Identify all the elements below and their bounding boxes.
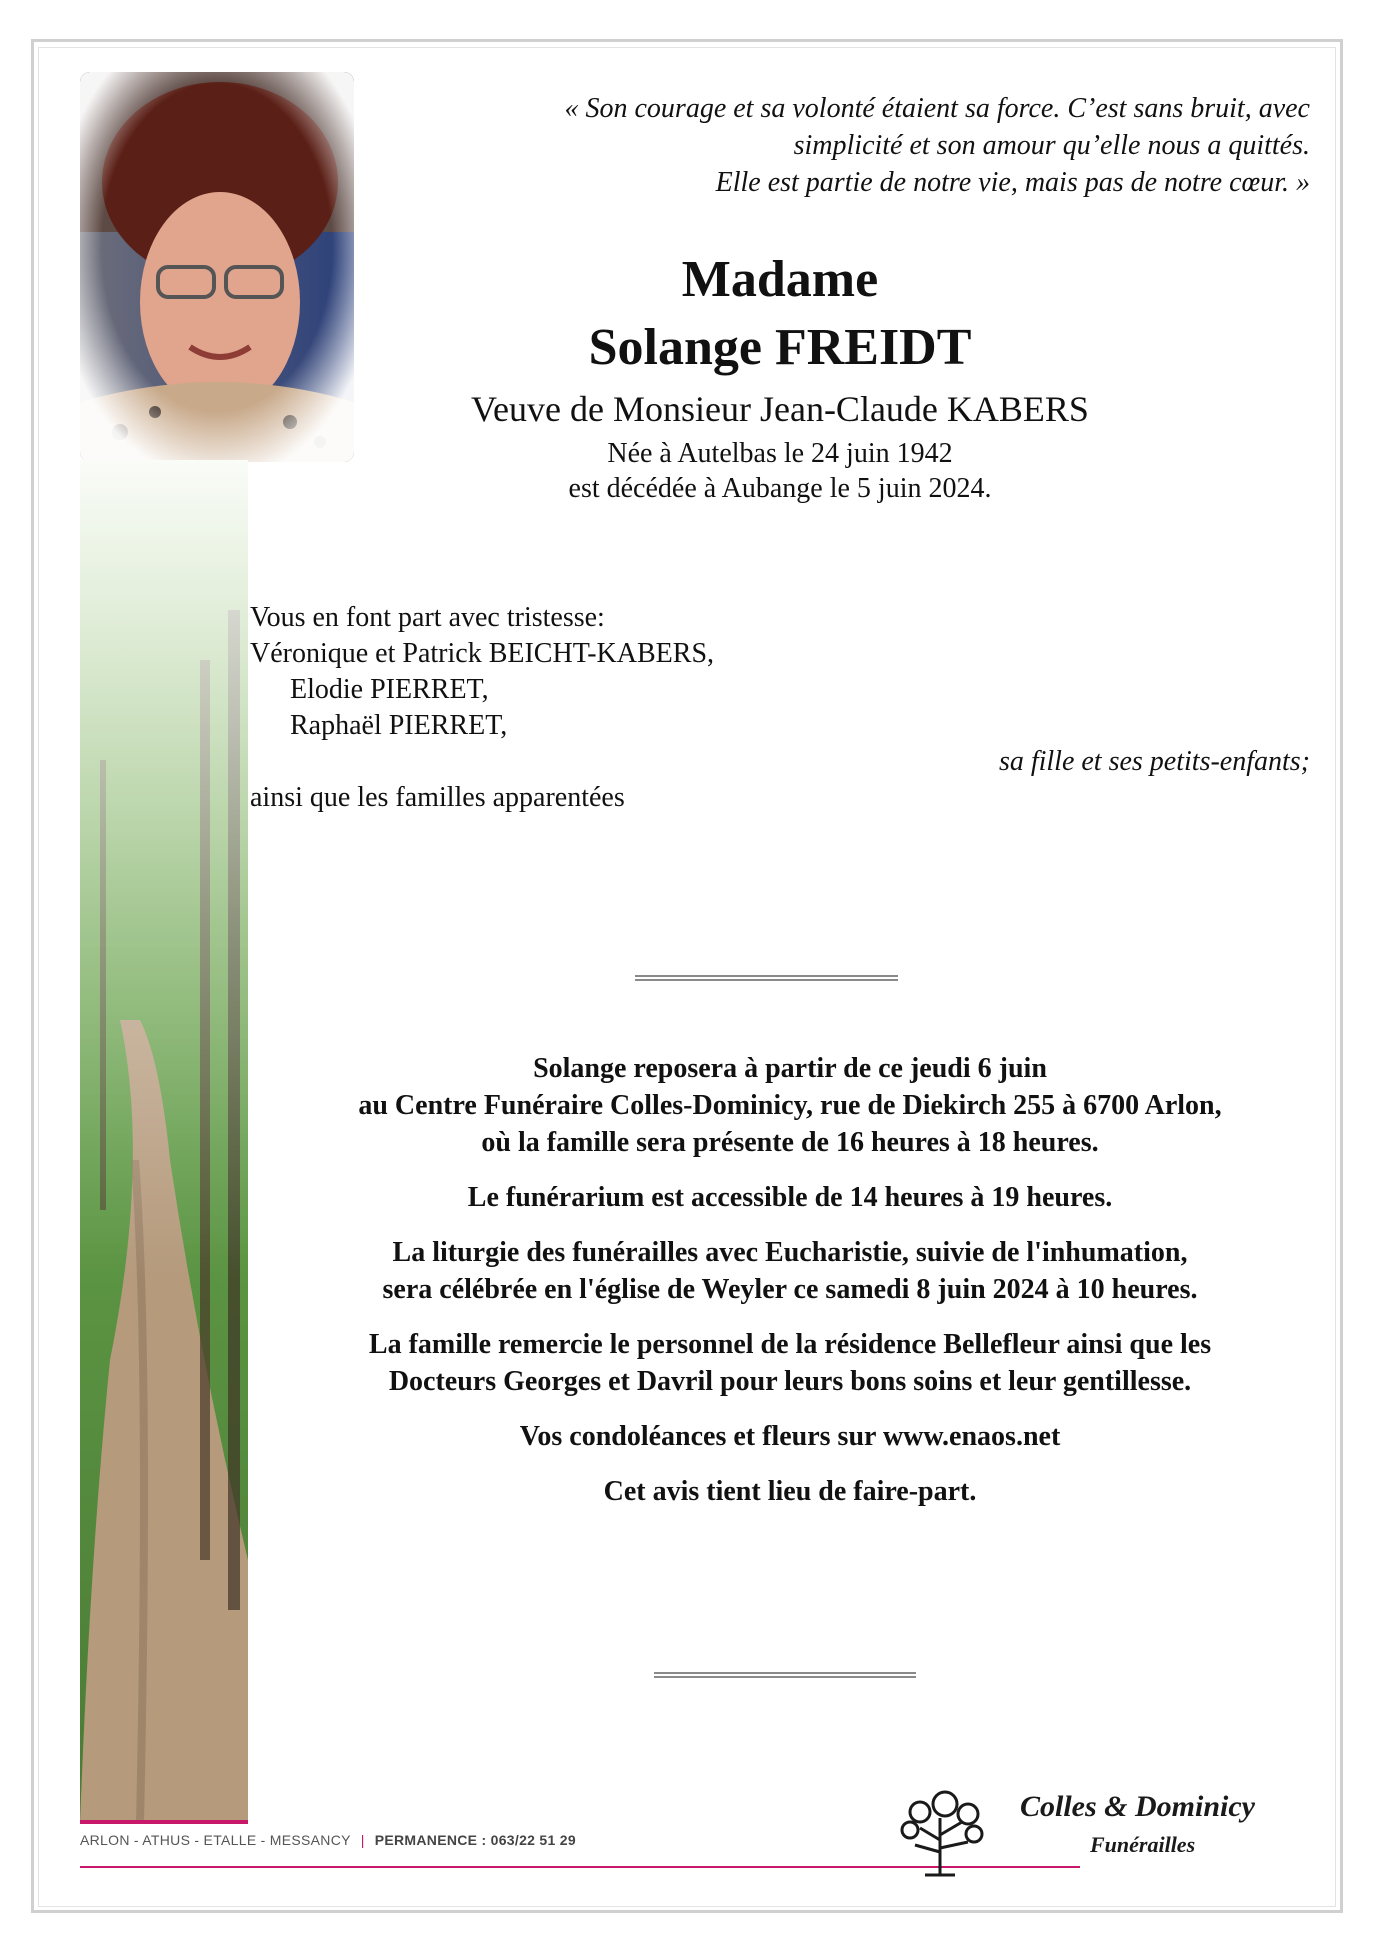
visitation-info xyxy=(260,1050,1320,1161)
tree-icon xyxy=(890,1790,990,1880)
liturgy-info xyxy=(260,1234,1320,1308)
quote-line: « Son courage et sa volonté étaient sa force. C’est sans bruit, avec xyxy=(564,93,1310,124)
family-member: Raphaël PIERRET, xyxy=(290,710,508,741)
family-intro: Vous en font part avec tristesse: xyxy=(250,602,605,633)
family-section xyxy=(250,600,1310,816)
footer-locations: ARLON - ATHUS - ETALLE - MESSANCY xyxy=(80,1832,351,1848)
logo-subtitle: Funérailles xyxy=(1090,1832,1196,1857)
family-member: Véronique et Patrick BEICHT-KABERS, xyxy=(250,638,715,669)
section-divider xyxy=(635,975,898,981)
thanks-info xyxy=(260,1326,1320,1400)
accent-bar xyxy=(80,1820,248,1824)
family-others: ainsi que les familles apparentées xyxy=(250,782,625,813)
birth-info: Née à Autelbas le 24 juin 1942 xyxy=(607,438,953,469)
quote-line: Elle est partie de notre vie, mais pas de notre cœur. » xyxy=(715,167,1310,198)
portrait-photo xyxy=(80,72,354,462)
deceased-name: Solange FREIDT xyxy=(588,319,972,376)
funerarium-hours: Le funérarium est accessible de 14 heures à 19 heures. xyxy=(467,1182,1113,1213)
visitation-line: où la famille sera présente de 16 heures à 18 heures. xyxy=(481,1127,1099,1158)
death-info: est décédée à Aubange le 5 juin 2024. xyxy=(568,473,992,504)
footer-contact xyxy=(80,1832,576,1848)
forest-path-image xyxy=(80,460,248,1823)
company-logo xyxy=(890,1790,1310,1885)
thanks-line: Docteurs Georges et Davril pour leurs bons soins et leur gentillesse. xyxy=(388,1366,1192,1397)
honorific: Madame xyxy=(681,251,879,308)
visitation-line: Solange reposera à partir de ce jeudi 6 juin xyxy=(533,1053,1047,1084)
condolences-info: Vos condoléances et fleurs sur www.enaos.net xyxy=(519,1421,1061,1452)
visitation-line: au Centre Funéraire Colles-Dominicy, rue de Diekirch 255 à 6700 Arlon, xyxy=(358,1090,1222,1121)
section-divider xyxy=(654,1672,916,1678)
widow-of: Veuve de Monsieur Jean-Claude KABERS xyxy=(471,389,1089,429)
family-member: Elodie PIERRET, xyxy=(290,674,489,705)
logo-name: Colles & Dominicy xyxy=(1020,1790,1255,1823)
notice-info: Cet avis tient lieu de faire-part. xyxy=(603,1476,977,1507)
quote-line: simplicité et son amour qu’elle nous a quittés. xyxy=(793,130,1310,161)
epitaph-quote xyxy=(380,90,1310,201)
footer-separator: | xyxy=(360,1832,365,1848)
family-relation: sa fille et ses petits-enfants; xyxy=(998,746,1310,777)
ceremony-info xyxy=(260,1050,1320,1528)
liturgy-line: La liturgie des funérailles avec Eucharistie, suivie de l'inhumation, xyxy=(392,1237,1188,1268)
thanks-line: La famille remercie le personnel de la résidence Bellefleur ainsi que les xyxy=(368,1329,1212,1360)
liturgy-line: sera célébrée en l'église de Weyler ce samedi 8 juin 2024 à 10 heures. xyxy=(382,1274,1198,1305)
footer-permanence: PERMANENCE : 063/22 51 29 xyxy=(374,1832,576,1848)
